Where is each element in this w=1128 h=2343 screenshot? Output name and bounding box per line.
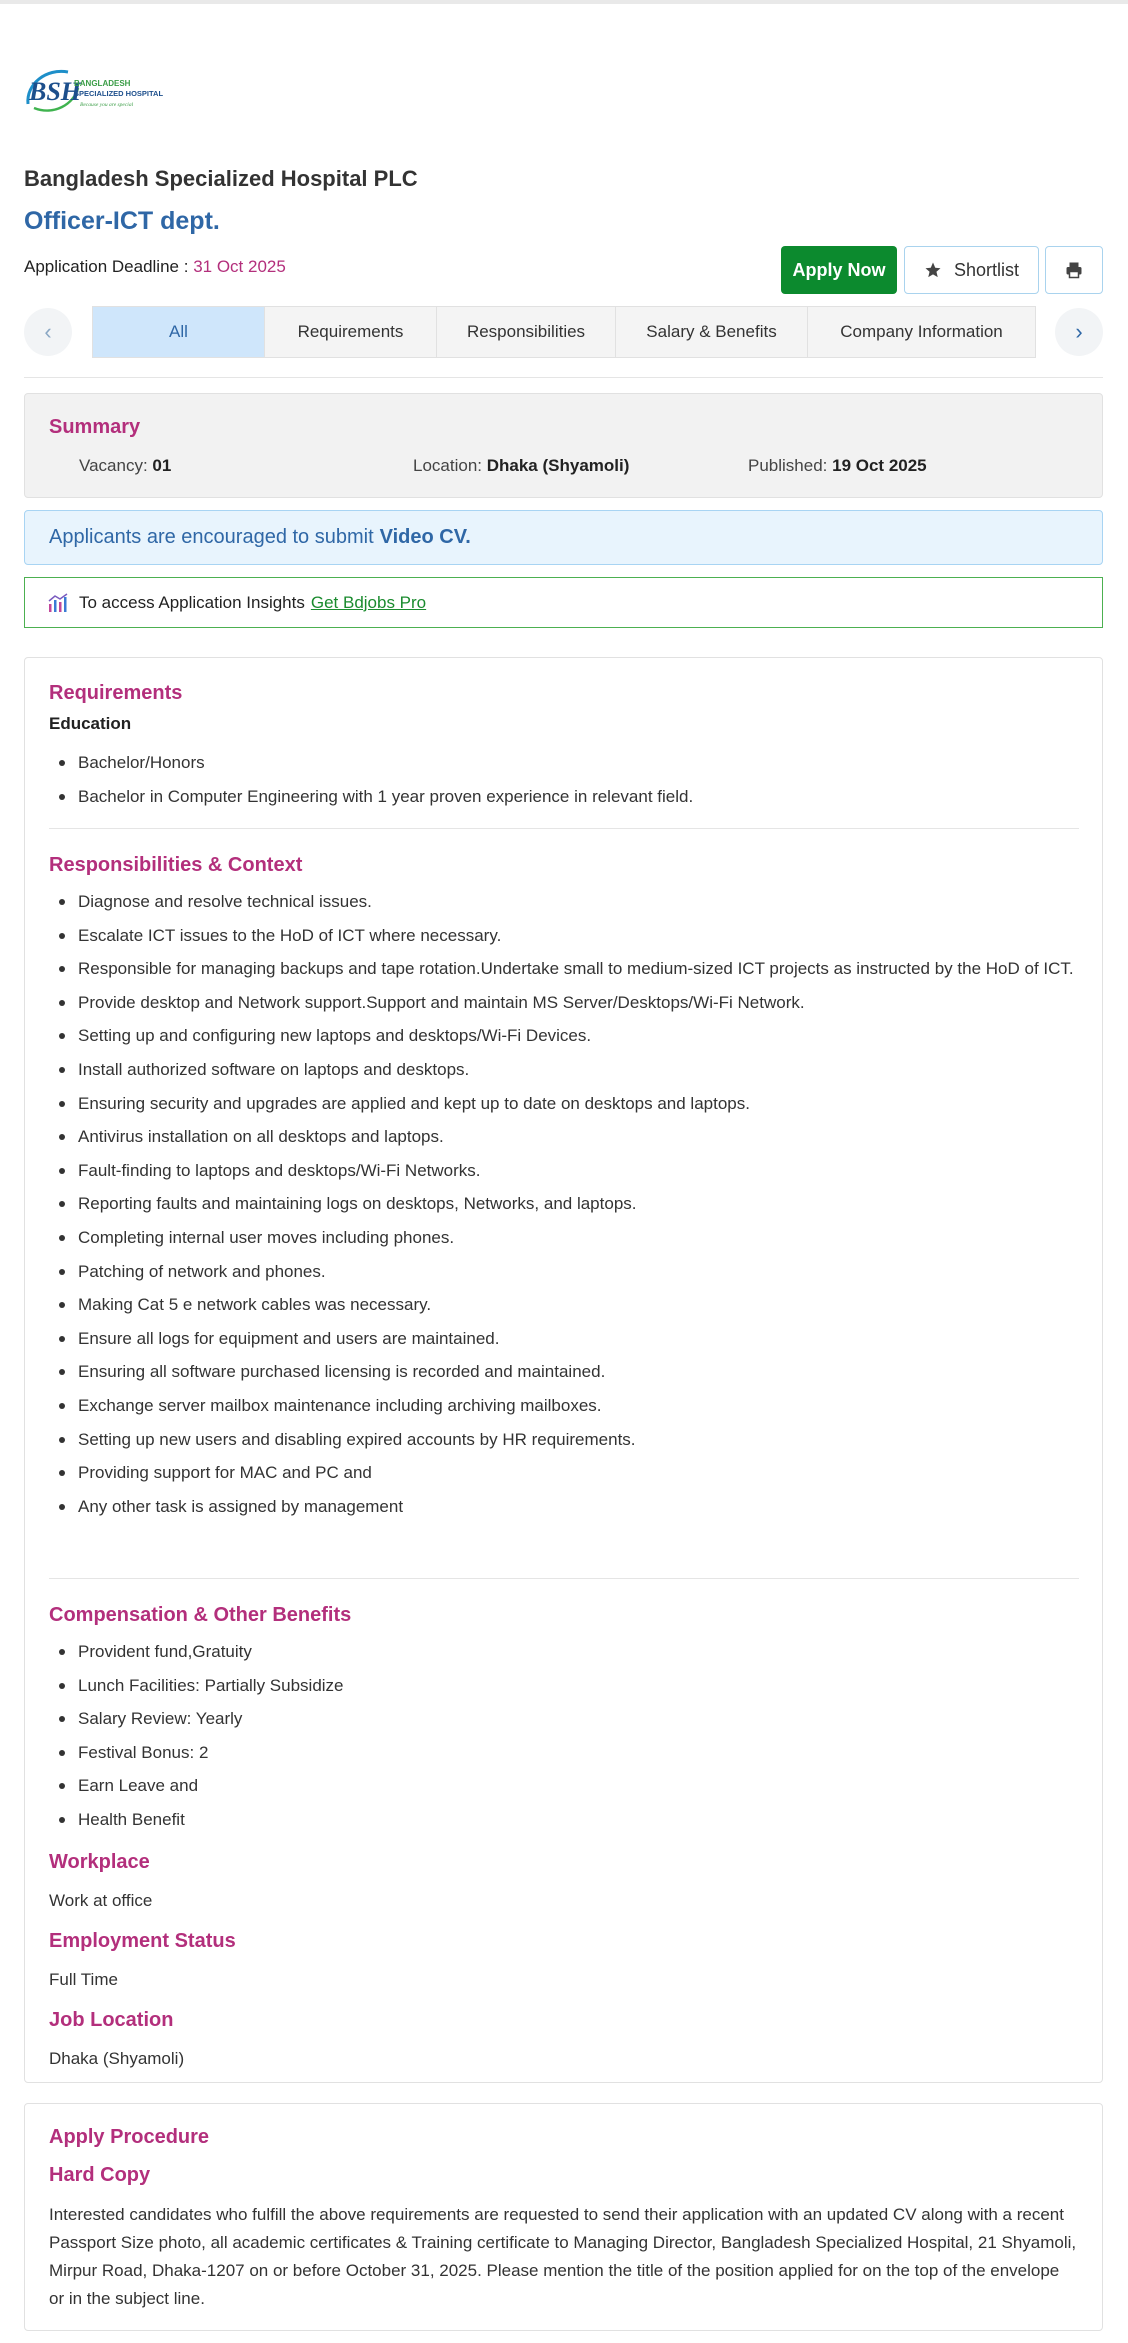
list-item: Ensuring security and upgrades are applied and kept up to date on desktops and laptops. xyxy=(49,1087,1079,1121)
list-item: Bachelor in Computer Engineering with 1 year proven experience in relevant field. xyxy=(49,780,1079,814)
vacancy-value: 01 xyxy=(152,456,172,475)
star-icon xyxy=(924,261,942,279)
education-list xyxy=(49,746,1079,813)
education-title: Education xyxy=(49,714,132,733)
deadline-label: Application Deadline : xyxy=(24,257,189,276)
print-icon xyxy=(1065,261,1083,279)
divider xyxy=(49,1578,1079,1579)
apply-procedure-title: Apply Procedure xyxy=(49,2126,210,2148)
location-label: Location: xyxy=(413,456,482,475)
workplace-title: Workplace xyxy=(49,1851,150,1873)
shortlist-button[interactable] xyxy=(904,246,1039,294)
application-deadline xyxy=(24,257,286,277)
divider xyxy=(49,828,1079,829)
list-item: Patching of network and phones. xyxy=(49,1255,1079,1289)
list-item: Any other task is assigned by management xyxy=(49,1490,1079,1524)
list-item: Antivirus installation on all desktops and laptops. xyxy=(49,1120,1079,1154)
summary-published xyxy=(748,456,927,476)
list-item: Setting up and configuring new laptops and desktops/Wi-Fi Devices. xyxy=(49,1019,1079,1053)
print-button[interactable] xyxy=(1045,246,1103,294)
list-item: Exchange server mailbox maintenance including archiving mailboxes. xyxy=(49,1389,1079,1423)
get-bdjobs-pro-link[interactable]: Get Bdjobs Pro xyxy=(310,592,427,612)
shortlist-label: Shortlist xyxy=(953,259,1020,280)
benefits-title: Compensation & Other Benefits xyxy=(49,1604,352,1626)
published-value: 19 Oct 2025 xyxy=(832,456,927,475)
list-item: Ensure all logs for equipment and users are maintained. xyxy=(49,1322,1079,1356)
section-tabs xyxy=(24,306,1103,358)
list-item: Bachelor/Honors xyxy=(49,746,1079,780)
responsibilities-list xyxy=(49,885,1079,1523)
divider xyxy=(24,377,1103,378)
list-item: Health Benefit xyxy=(49,1803,1079,1837)
video-cv-notice xyxy=(24,510,1103,565)
summary-panel xyxy=(24,393,1103,498)
list-item: Diagnose and resolve technical issues. xyxy=(49,885,1079,919)
list-item: Responsible for managing backups and tape rotation.Undertake small to medium-sized ICT projects as instructed by the HoD of ICT. xyxy=(49,952,1079,986)
tabs-next-button[interactable] xyxy=(1055,308,1103,356)
list-item: Festival Bonus: 2 xyxy=(49,1736,1079,1770)
list-item: Lunch Facilities: Partially Subsidize xyxy=(49,1669,1079,1703)
logo-tagline: Because you are special xyxy=(80,102,134,108)
job-location-value: Dhaka (Shyamoli) xyxy=(49,2049,185,2068)
tab-list xyxy=(92,306,1036,358)
vacancy-label: Vacancy: xyxy=(79,456,148,475)
chevron-right-icon: › xyxy=(1075,319,1083,344)
requirements-title: Requirements xyxy=(49,682,183,704)
apply-procedure-card xyxy=(24,2103,1103,2331)
list-item: Providing support for MAC and PC and xyxy=(49,1456,1079,1490)
video-cv-text: Applicants are encouraged to submit xyxy=(49,526,374,548)
company-name: Bangladesh Specialized Hospital PLC xyxy=(24,166,418,191)
list-item: Setting up new users and disabling expired accounts by HR requirements. xyxy=(49,1423,1079,1457)
application-insights-banner xyxy=(24,577,1103,628)
list-item: Ensuring all software purchased licensing is recorded and maintained. xyxy=(49,1355,1079,1389)
tab-salary-benefits[interactable]: Salary & Benefits xyxy=(616,307,808,357)
summary-vacancy xyxy=(79,456,171,476)
tab-company-information[interactable]: Company Information xyxy=(840,322,1003,341)
tab-all[interactable]: All xyxy=(93,307,265,357)
list-item: Making Cat 5 e network cables was necessary. xyxy=(49,1288,1079,1322)
list-item: Provident fund,Gratuity xyxy=(49,1635,1079,1669)
location-value: Dhaka (Shyamoli) xyxy=(486,456,630,475)
benefits-list xyxy=(49,1635,1079,1837)
list-item: Earn Leave and xyxy=(49,1769,1079,1803)
summary-title: Summary xyxy=(49,416,141,438)
video-cv-highlight: Video CV. xyxy=(379,526,471,548)
employment-status-value: Full Time xyxy=(49,1970,118,1989)
summary-location xyxy=(413,456,629,476)
list-item: Fault-finding to laptops and desktops/Wi-Fi Networks. xyxy=(49,1154,1079,1188)
insights-text: To access Application Insights xyxy=(79,592,305,612)
tab-requirements[interactable]: Requirements xyxy=(265,307,437,357)
job-details-card xyxy=(24,657,1103,2083)
apply-now-button[interactable]: Apply Now xyxy=(781,246,897,294)
company-logo xyxy=(24,64,164,116)
apply-procedure-text: Interested candidates who fulfill the above requirements are requested to send their application with an updated CV along with a recent Passport Size photo, all academic certificates & Training certificate to Managing Director, Bangladesh Specialized Hospital, 21 Shyamoli, Mirpur Road, Dhaka-1207 on or before October 31, 2025. Please mention the title of the position applied for on the top of the envelope or in the subject line. xyxy=(49,2205,1077,2308)
list-item: Escalate ICT issues to the HoD of ICT where necessary. xyxy=(49,919,1079,953)
list-item: Completing internal user moves including phones. xyxy=(49,1221,1079,1255)
list-item: Salary Review: Yearly xyxy=(49,1702,1079,1736)
tab-responsibilities[interactable]: Responsibilities xyxy=(437,307,616,357)
insights-chart-icon xyxy=(47,592,69,614)
deadline-date: 31 Oct 2025 xyxy=(193,257,286,276)
svg-text:BSH: BSH xyxy=(29,77,82,106)
hard-copy-title: Hard Copy xyxy=(49,2164,151,2186)
tabs-prev-button[interactable] xyxy=(24,308,72,356)
job-title: Officer-ICT dept. xyxy=(24,207,220,235)
published-label: Published: xyxy=(748,456,828,475)
logo-text-top: BANGLADESH xyxy=(74,79,131,88)
list-item: Install authorized software on laptops and desktops. xyxy=(49,1053,1079,1087)
list-item: Reporting faults and maintaining logs on desktops, Networks, and laptops. xyxy=(49,1187,1079,1221)
job-location-title: Job Location xyxy=(49,2009,174,2031)
chevron-left-icon: ‹ xyxy=(44,319,52,344)
list-item: Provide desktop and Network support.Support and maintain MS Server/Desktops/Wi-Fi Network. xyxy=(49,986,1079,1020)
responsibilities-title: Responsibilities & Context xyxy=(49,854,303,876)
workplace-value: Work at office xyxy=(49,1891,153,1910)
logo-text-bottom: SPECIALIZED HOSPITAL xyxy=(74,89,164,98)
employment-status-title: Employment Status xyxy=(49,1930,236,1952)
